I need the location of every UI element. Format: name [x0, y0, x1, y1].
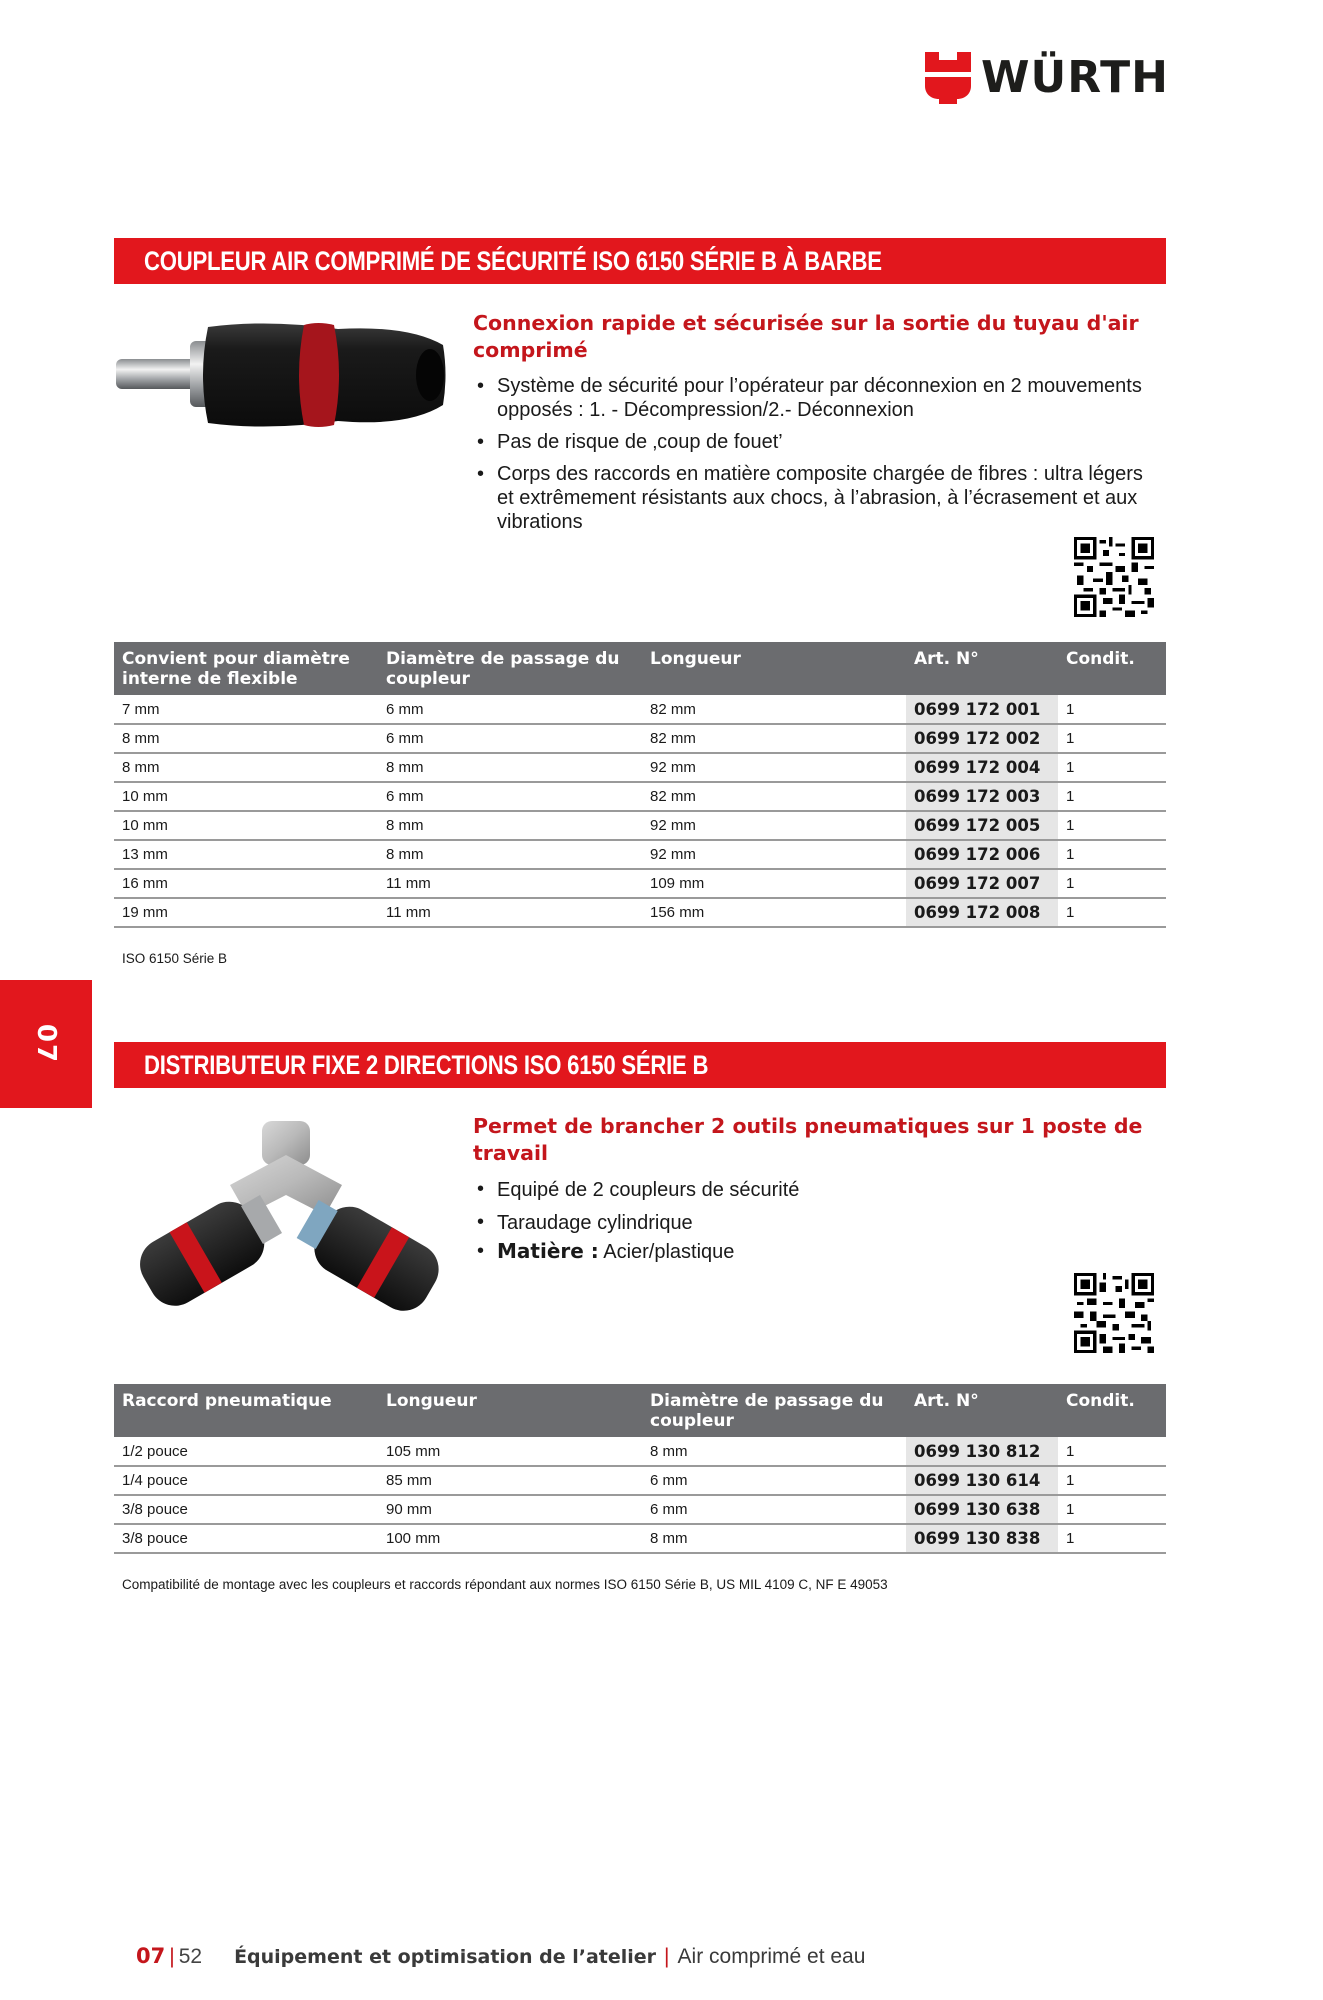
- product-description-coupler: [473, 310, 1173, 542]
- table-header-row: [114, 642, 1166, 695]
- table-row: 8 mm 8 mm 92 mm 0699 172 004 1: [114, 753, 1166, 782]
- footer-separator: |: [169, 1945, 175, 1968]
- column-header: Condit.: [1058, 642, 1166, 695]
- column-header: Diamètre de passage du coupleur: [642, 1384, 906, 1437]
- column-header: Diamètre de passage du coupleur: [378, 642, 642, 695]
- article-table-coupler: [114, 642, 1166, 928]
- product-description-distributor: [473, 1113, 1173, 1272]
- chapter-number: 07: [31, 1023, 61, 1065]
- column-header: Raccord pneumatique: [114, 1384, 378, 1437]
- column-header: Longueur: [378, 1384, 642, 1437]
- article-number: 0699 172 004: [906, 753, 1058, 782]
- table-row: 10 mm 8 mm 92 mm 0699 172 005 1: [114, 811, 1166, 840]
- column-header: Condit.: [1058, 1384, 1166, 1437]
- article-number: 0699 172 002: [906, 724, 1058, 753]
- article-number: 0699 172 008: [906, 898, 1058, 927]
- footer-subtitle: Air comprimé et eau: [677, 1945, 866, 1968]
- qr-code-icon[interactable]: [1074, 1273, 1154, 1353]
- article-number: 0699 172 006: [906, 840, 1058, 869]
- table-row: 1/4 pouce 85 mm 6 mm 0699 130 614 1: [114, 1466, 1166, 1495]
- qr-code-icon[interactable]: [1074, 537, 1154, 617]
- section-title: COUPLEUR AIR COMPRIMÉ DE SÉCURITÉ ISO 6150 SÉRIE B À BARBE: [144, 245, 882, 276]
- coupler-with-barb-image: [108, 305, 448, 450]
- footer-chapter: 07: [136, 1944, 166, 1968]
- table-row: 16 mm 11 mm 109 mm 0699 172 007 1: [114, 869, 1166, 898]
- footer-separator: |: [664, 1945, 670, 1968]
- product-headline: Connexion rapide et sécurisée sur la sortie du tuyau d'air comprimé: [473, 311, 1139, 362]
- column-header: Art. N°: [906, 642, 1058, 695]
- page-footer: [136, 1944, 865, 1969]
- column-header: Longueur: [642, 642, 906, 695]
- feature-item: • Matière : Acier/plastique: [473, 1239, 1173, 1264]
- feature-item: • Taraudage cylindrique: [473, 1210, 1173, 1235]
- column-header: Art. N°: [906, 1384, 1058, 1437]
- section-title-bar-coupler: [114, 238, 1166, 284]
- wurth-logo-text: WÜRTH: [981, 52, 1170, 103]
- table-header-row: [114, 1384, 1166, 1437]
- feature-item: • Corps des raccords en matière composite chargée de fibres : ultra légers et extrêmement résistants aux chocs, à l’abrasion, à l’écrasement et aux vibrations: [473, 462, 1173, 534]
- article-number: 0699 130 614: [906, 1466, 1058, 1495]
- table-row: 19 mm 11 mm 156 mm 0699 172 008 1: [114, 898, 1166, 927]
- table-row: 13 mm 8 mm 92 mm 0699 172 006 1: [114, 840, 1166, 869]
- wurth-logo: [925, 52, 1169, 104]
- table-row: 3/8 pouce 90 mm 6 mm 0699 130 638 1: [114, 1495, 1166, 1524]
- wurth-logo-icon: [925, 52, 971, 104]
- feature-list: [473, 374, 1173, 534]
- article-number: 0699 130 812: [906, 1437, 1058, 1466]
- article-number: 0699 172 005: [906, 811, 1058, 840]
- article-number: 0699 172 001: [906, 695, 1058, 724]
- table-row: 7 mm 6 mm 82 mm 0699 172 001 1: [114, 695, 1166, 724]
- two-way-distributor-image: [110, 1115, 460, 1330]
- table-row: 10 mm 6 mm 82 mm 0699 172 003 1: [114, 782, 1166, 811]
- feature-item: • Système de sécurité pour l’opérateur par déconnexion en 2 mouvements opposés : 1. - Décompression/2.- Déconnexion: [473, 374, 1173, 422]
- table-row: 8 mm 6 mm 82 mm 0699 172 002 1: [114, 724, 1166, 753]
- article-table-distributor: [114, 1384, 1166, 1554]
- feature-item: • Pas de risque de ‚coup de fouet’: [473, 430, 1173, 454]
- chapter-tab[interactable]: [0, 980, 92, 1108]
- article-number: 0699 130 838: [906, 1524, 1058, 1553]
- table-row: 1/2 pouce 105 mm 8 mm 0699 130 812 1: [114, 1437, 1166, 1466]
- compatibility-note: Compatibilité de montage avec les coupleurs et raccords répondant aux normes ISO 6150 Série B, US MIL 4109 C, NF E 49053: [122, 1577, 888, 1592]
- section-title-bar-distributor: [114, 1042, 1166, 1088]
- feature-item: • Equipé de 2 coupleurs de sécurité: [473, 1177, 1173, 1202]
- column-header: Convient pour diamètre interne de flexible: [114, 642, 378, 695]
- article-number: 0699 130 638: [906, 1495, 1058, 1524]
- footer-title: Équipement et optimisation de l’atelier: [234, 1946, 657, 1968]
- feature-list: [473, 1177, 1173, 1264]
- table-row: 3/8 pouce 100 mm 8 mm 0699 130 838 1: [114, 1524, 1166, 1553]
- section-title: DISTRIBUTEUR FIXE 2 DIRECTIONS ISO 6150 SÉRIE B: [144, 1049, 709, 1080]
- product-headline: Permet de brancher 2 outils pneumatiques sur 1 poste de travail: [473, 1114, 1143, 1165]
- page-number: 52: [178, 1945, 203, 1968]
- table-note: ISO 6150 Série B: [122, 951, 228, 966]
- article-number: 0699 172 007: [906, 869, 1058, 898]
- article-number: 0699 172 003: [906, 782, 1058, 811]
